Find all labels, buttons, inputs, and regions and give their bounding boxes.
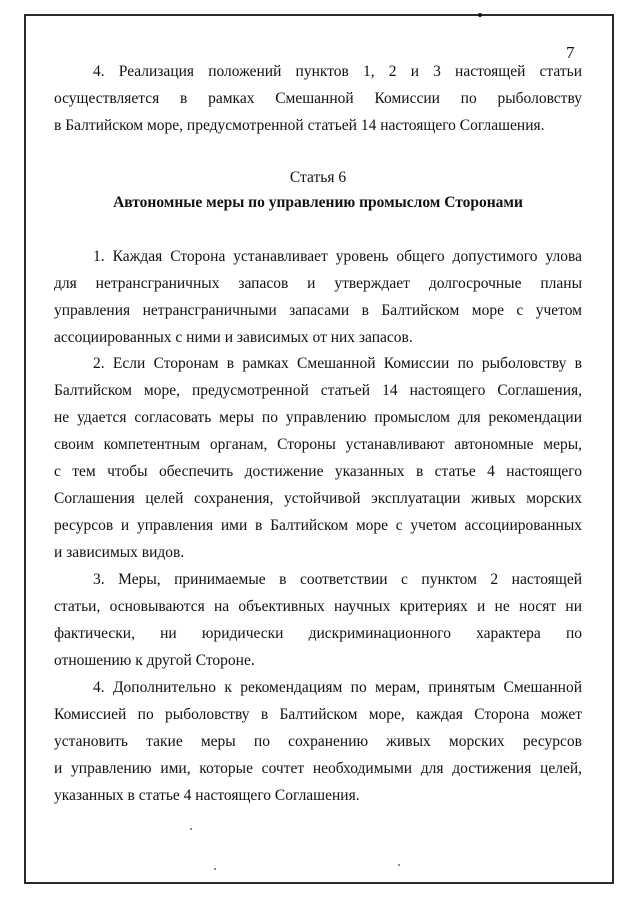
paragraph-4 <box>54 674 582 809</box>
scan-speck <box>190 828 192 830</box>
scan-speck <box>478 13 482 17</box>
paragraph-line: фактически, ни юридически дискриминационного характера по <box>54 625 582 642</box>
paragraph-line: управления нетрансграничными запасами в Балтийском море с учетом <box>54 302 582 319</box>
intro-paragraph <box>54 58 582 139</box>
scan-speck <box>398 864 400 866</box>
paragraph-line: Балтийском море, предусмотренной статьей 14 настоящего Соглашения, <box>54 382 582 399</box>
paragraph-line: указанных в статье 4 настоящего Соглашения. <box>54 787 360 804</box>
paragraph-1 <box>54 243 582 351</box>
page-number: 7 <box>566 43 575 62</box>
paragraph-line: осуществляется в рамках Смешанной Комиссии по рыболовству <box>54 90 582 107</box>
paragraph-line: ресурсов и управления ими в Балтийском море с учетом ассоциированных <box>54 517 582 534</box>
article-number: Статья 6 <box>289 169 347 186</box>
paragraph-line: 4. Реализация положений пунктов 1, 2 и 3 настоящей статьи <box>93 63 582 80</box>
paragraph-2 <box>54 350 582 566</box>
paragraph-line: для нетрансграничных запасов и утверждает долгосрочные планы <box>54 275 582 292</box>
paragraph-line: 1. Каждая Сторона устанавливает уровень общего допустимого улова <box>93 248 582 265</box>
article-heading: Автономные меры по управлению промыслом Сторонами <box>113 194 523 211</box>
scan-speck <box>214 868 216 870</box>
paragraph-line: статьи, основываются на объективных научных критериях и не носят ни <box>54 598 582 615</box>
paragraph-line: Соглашения целей сохранения, устойчивой эксплуатации живых морских <box>54 490 582 507</box>
paragraph-line: своим компетентным органам, Стороны устанавливают автономные меры, <box>54 436 582 453</box>
paragraph-line: не удается согласовать меры по управлению промыслом для рекомендации <box>54 409 582 426</box>
paragraph-line: Комиссией по рыболовству в Балтийском море, каждая Сторона может <box>54 706 582 723</box>
paragraph-line: и зависимых видов. <box>54 544 185 561</box>
paragraph-line: отношению к другой Стороне. <box>54 652 255 669</box>
paragraph-line: 2. Если Сторонам в рамках Смешанной Комиссии по рыболовству в <box>93 355 582 372</box>
paragraph-line: установить такие меры по сохранению живых морских ресурсов <box>54 733 582 750</box>
paragraph-3 <box>54 566 582 674</box>
paragraph-line: 3. Меры, принимаемые в соответствии с пунктом 2 настоящей <box>93 571 582 588</box>
paragraph-line: с тем чтобы обеспечить достижение указанных в статье 4 настоящего <box>54 463 582 480</box>
paragraph-line: 4. Дополнительно к рекомендациям по мерам, принятым Смешанной <box>93 679 582 696</box>
paragraph-line: в Балтийском море, предусмотренной статьей 14 настоящего Соглашения. <box>54 117 545 134</box>
paragraph-line: и управлению ими, которые сочтет необходимыми для достижения целей, <box>54 760 582 777</box>
paragraph-line: ассоциированных с ними и зависимых от них запасов. <box>54 329 413 346</box>
